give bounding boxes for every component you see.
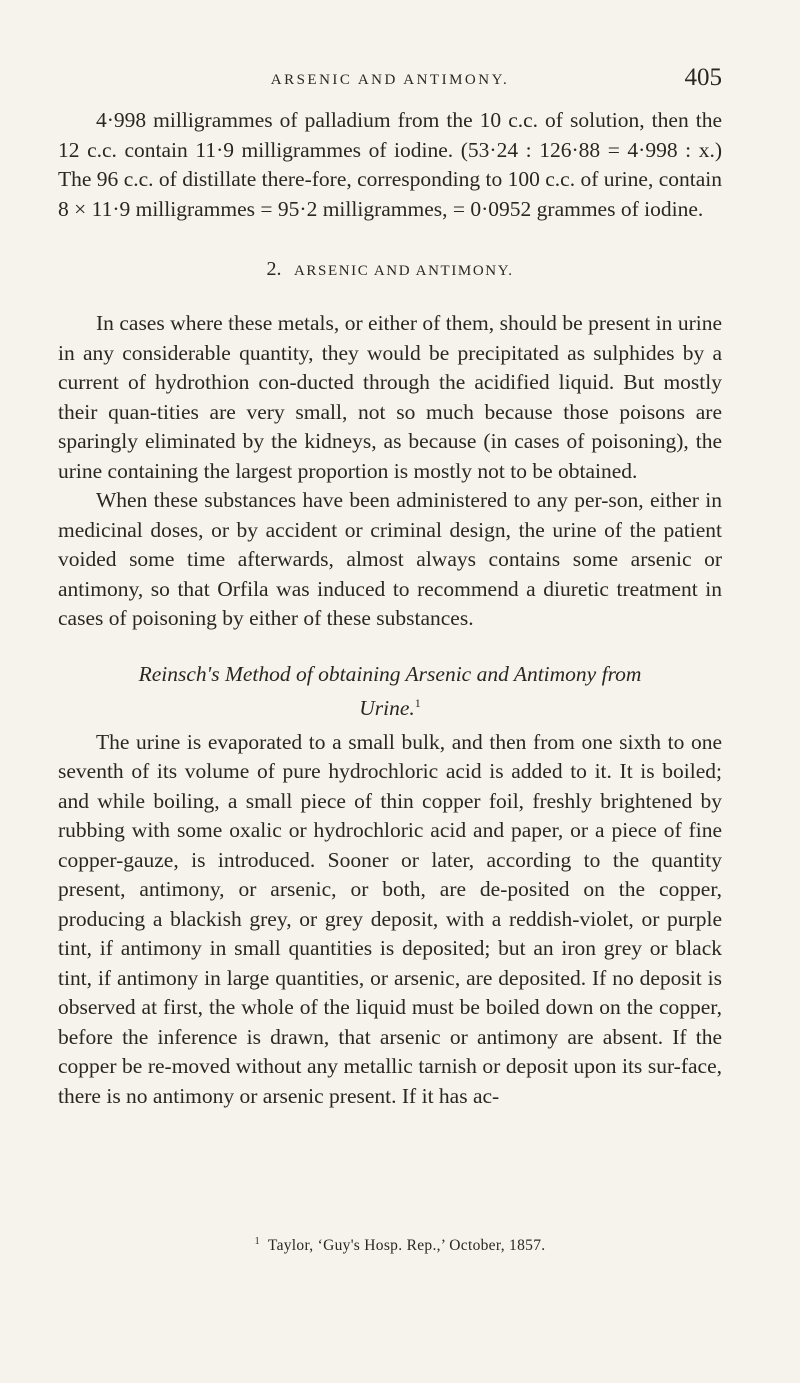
running-head [58, 60, 722, 106]
footnote-text: Taylor, ‘Guy's Hosp. Rep.,’ October, 1857. [267, 1237, 546, 1254]
section-title: ARSENIC AND ANTIMONY. [293, 263, 514, 279]
footnote-reference[interactable]: 1 [414, 696, 421, 710]
book-page [58, 60, 722, 1111]
running-title: ARSENIC AND ANTIMONY. [270, 72, 510, 88]
method-subheading [58, 660, 722, 724]
footnote-marker: 1 [254, 1236, 260, 1247]
section-number: 2. [266, 258, 282, 280]
paragraph: When these substances have been administered to any per-son, either in medicinal doses, or by accident or criminal design, the urine of the patient voided some time afterwards, almost always contains some arsenic or antimony, so that Orfila was induced to recommend a diuretic treatment in cases of poisoning by either of these substances. [58, 488, 722, 630]
paragraph-continuation: 4·998 milligrammes of palladium from the 10 c.c. of solution, then the 12 c.c. contain 11·9 milligrammes of iodine. (53·24 : 126·88 = 4·998 : x.) The 96 c.c. of distillate there-fore, corresponding to 100 c.c. of urine, contain 8 × 11·9 milligrammes = 95·2 milligrammes, = 0·0952 grammes of iodine. [58, 108, 722, 221]
page-number: 405 [684, 64, 722, 91]
paragraph: The urine is evaporated to a small bulk, and then from one sixth to one seventh of its volume of pure hydrochloric acid is added to it. It is boiled; and while boiling, a small piece of thin copper foil, freshly brightened by rubbing with some oxalic or hydrochloric acid and paper, or a piece of fine copper-gauze, is introduced. Sooner or later, according to the quantity present, antimony, or arsenic, or both, are de-posited on the copper, producing a blackish grey, or grey deposit, with a reddish-violet, or purple tint, if antimony in small quantities is deposited; but an iron grey or black tint, if antimony in large quantities, or arsenic, are deposited. If no deposit is observed at first, the whole of the liquid must be boiled down on the copper, before the inference is drawn, that arsenic or antimony are absent. If the copper be re-moved without any metallic tarnish or deposit upon its sur-face, there is no antimony or arsenic present. If it has ac- [58, 729, 722, 1108]
footnote [0, 1236, 800, 1255]
subheading-line-1: Reinsch's Method of obtaining Arsenic and Antimony from [138, 661, 642, 686]
paragraph: In cases where these metals, or either of them, should be present in urine in any considerable quantity, they would be precipitated as sulphides by a current of hydrothion con-ducted through the acidified liquid. But mostly their quan-tities are very small, not so much because those poisons are sparingly eliminated by the kidneys, as because (in cases of poisoning), the urine containing the largest proportion is mostly not to be obtained. [58, 311, 722, 483]
subheading-line-2: Urine. [359, 696, 415, 720]
section-heading [58, 258, 722, 281]
